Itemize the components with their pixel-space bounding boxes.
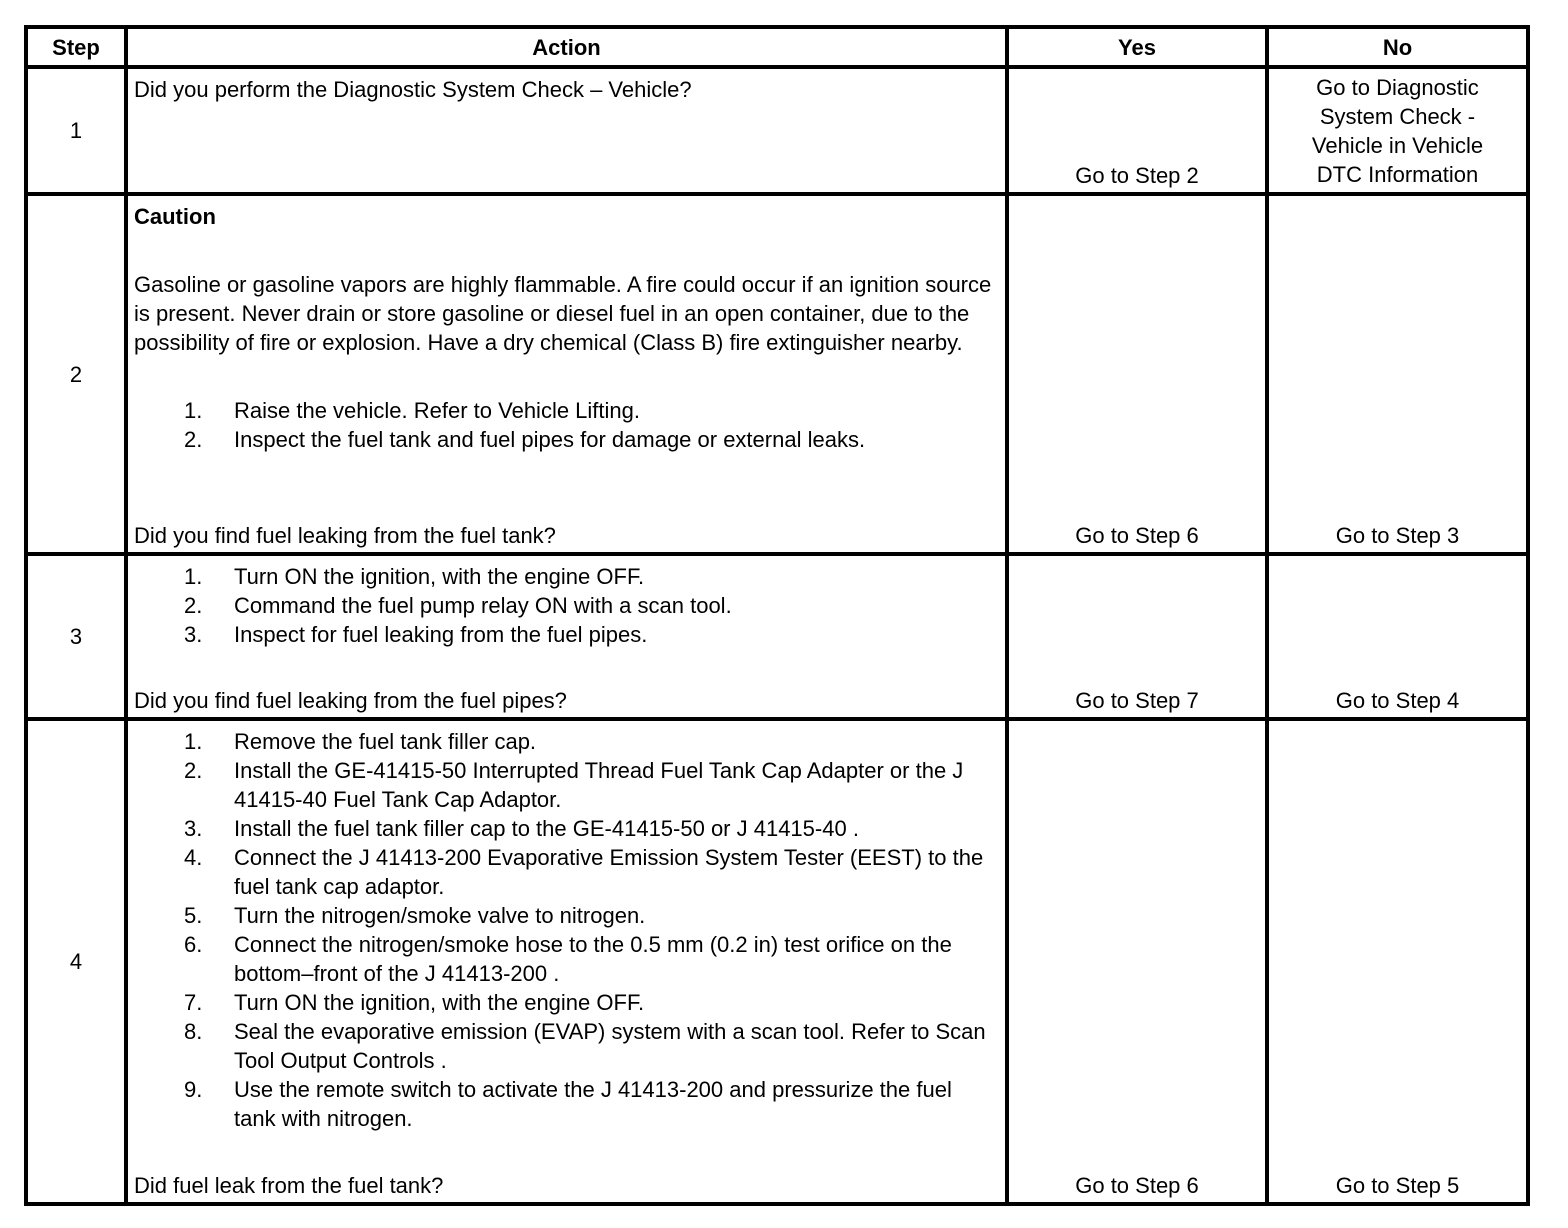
header-action: Action <box>126 27 1007 67</box>
list-item: 3. Inspect for fuel leaking from the fuel pipes. <box>184 622 648 647</box>
list-item: 7. Turn ON the ignition, with the engine OFF. <box>184 990 645 1015</box>
step-list <box>134 562 999 649</box>
list-item: 2. Command the fuel pump relay ON with a scan tool. <box>184 593 732 618</box>
no-text: Go to Diagnostic System Check - Vehicle in Vehicle DTC Information <box>1311 74 1484 187</box>
question: Did fuel leak from the fuel tank? <box>134 1173 444 1198</box>
list-item: 1. Raise the vehicle. Refer to Vehicle Lifting. <box>184 398 641 423</box>
table-row <box>26 719 1528 1204</box>
list-item: 5. Turn the nitrogen/smoke valve to nitrogen. <box>184 903 646 928</box>
header-step: Step <box>26 27 126 67</box>
step-number: 3 <box>26 554 126 719</box>
header-row <box>26 27 1528 67</box>
caution-title: Caution <box>134 204 216 229</box>
yes-cell: Go to Step 7 <box>1007 554 1267 719</box>
action-cell <box>126 719 1007 1204</box>
step-number: 1 <box>26 67 126 194</box>
action-cell <box>126 554 1007 719</box>
no-cell: Go to Step 4 <box>1267 554 1528 719</box>
action-cell <box>126 67 1007 194</box>
yes-cell: Go to Step 6 <box>1007 719 1267 1204</box>
no-cell <box>1267 67 1528 194</box>
table-row <box>26 67 1528 194</box>
action-cell <box>126 194 1007 554</box>
table-row <box>26 554 1528 719</box>
caution-text: Gasoline or gasoline vapors are highly flammable. A fire could occur if an ignition source is present. Never drain or store gasoline or diesel fuel in an open container, due to the possibility of fire or explosion. Have a dry chemical (Class B) fire extinguisher nearby. <box>134 272 992 355</box>
header-no: No <box>1267 27 1528 67</box>
step-list <box>134 727 999 1133</box>
question: Did you find fuel leaking from the fuel tank? <box>134 523 556 548</box>
yes-cell: Go to Step 6 <box>1007 194 1267 554</box>
list-item: 8. Seal the evaporative emission (EVAP) system with a scan tool. Refer to Scan Tool Output Controls . <box>184 1019 986 1073</box>
table-row <box>26 194 1528 554</box>
step-list <box>134 396 999 454</box>
yes-cell: Go to Step 2 <box>1007 67 1267 194</box>
list-item: 1. Remove the fuel tank filler cap. <box>184 729 537 754</box>
list-item: 9. Use the remote switch to activate the J 41413-200 and pressurize the fuel tank with nitrogen. <box>184 1077 952 1131</box>
question: Did you find fuel leaking from the fuel pipes? <box>134 688 567 713</box>
header-yes: Yes <box>1007 27 1267 67</box>
list-item: 2. Inspect the fuel tank and fuel pipes for damage or external leaks. <box>184 427 866 452</box>
list-item: 4. Connect the J 41413-200 Evaporative Emission System Tester (EEST) to the fuel tank cap adaptor. <box>184 845 984 899</box>
no-cell: Go to Step 3 <box>1267 194 1528 554</box>
no-cell: Go to Step 5 <box>1267 719 1528 1204</box>
list-item: 3. Install the fuel tank filler cap to the GE-41415-50 or J 41415-40 . <box>184 816 859 841</box>
list-item: 6. Connect the nitrogen/smoke hose to the 0.5 mm (0.2 in) test orifice on the bottom–front of the J 41413-200 . <box>184 932 952 986</box>
step-number: 2 <box>26 194 126 554</box>
diagnostic-table <box>24 25 1530 1206</box>
question: Did you perform the Diagnostic System Check – Vehicle? <box>134 77 692 102</box>
list-item: 2. Install the GE-41415-50 Interrupted Thread Fuel Tank Cap Adapter or the J 41415-40 Fuel Tank Cap Adaptor. <box>184 758 964 812</box>
list-item: 1. Turn ON the ignition, with the engine OFF. <box>184 564 645 589</box>
step-number: 4 <box>26 719 126 1204</box>
